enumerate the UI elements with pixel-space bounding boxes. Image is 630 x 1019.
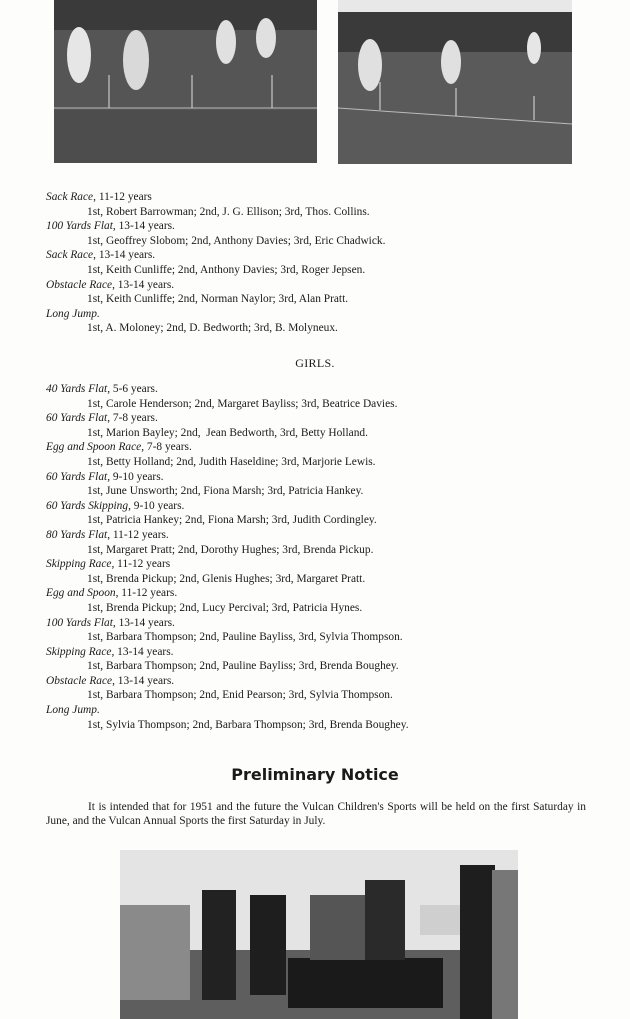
event-title	[46, 616, 606, 631]
event-age-group: , 7-8 years.	[107, 412, 158, 425]
event-age-group: , 11-12 years.	[115, 587, 178, 600]
event-age-group: , 9-10 years.	[107, 470, 164, 483]
event-placings: 1st, Carole Henderson; 2nd, Margaret Bayliss; 3rd, Beatrice Davies.	[87, 397, 398, 410]
event-title	[46, 645, 606, 660]
event-title	[46, 219, 606, 234]
event-placings: 1st, Margaret Pratt; 2nd, Dorothy Hughes; 3rd, Brenda Pickup.	[87, 543, 374, 556]
event-title	[46, 248, 606, 263]
event-name: 60 Yards Flat	[46, 470, 108, 483]
event-name: Sack Race	[46, 191, 94, 203]
event-title	[46, 557, 606, 572]
event-name: Obstacle Race	[46, 674, 113, 687]
event-placings: 1st, June Unsworth; 2nd, Fiona Marsh; 3rd, Patricia Hankey.	[87, 485, 364, 498]
event-placings: 1st, Barbara Thompson; 2nd, Pauline Bayliss, 3rd, Sylvia Thompson.	[87, 631, 403, 644]
event-title	[46, 586, 606, 601]
event-title	[46, 411, 606, 426]
boys-race-finish-photo	[54, 0, 317, 163]
event-age-group: , 5-6 years.	[107, 383, 158, 395]
event-name: 100 Yards Flat	[46, 616, 113, 629]
event-name: 80 Yards Flat	[46, 528, 108, 541]
event-title	[46, 499, 606, 514]
event-title	[46, 528, 606, 543]
prize-giving-photo	[120, 850, 518, 1019]
event-title	[46, 440, 606, 455]
event-title	[46, 382, 606, 397]
event-name: 100 Yards Flat	[46, 220, 113, 233]
girls-section-heading: GIRLS.	[295, 356, 335, 370]
event-age-group: , 11-12 years	[111, 558, 171, 571]
event-placings: 1st, Betty Holland; 2nd, Judith Haseldine; 3rd, Marjorie Lewis.	[87, 455, 376, 468]
event-placings: 1st, Sylvia Thompson; 2nd, Barbara Thompson; 3rd, Brenda Boughey.	[87, 718, 409, 731]
event-age-group: , 13-14 years.	[112, 220, 175, 233]
event-name: Skipping Race	[46, 558, 112, 571]
event-placings: 1st, Patricia Hankey; 2nd, Fiona Marsh; 3rd, Judith Cordingley.	[87, 514, 377, 527]
event-name: Long Jump.	[46, 307, 100, 320]
event-placings: 1st, Geoffrey Slobom; 2nd, Anthony Davies; 3rd, Eric Chadwick.	[87, 234, 386, 247]
girls-race-finish-photo	[338, 0, 572, 164]
event-title	[46, 674, 606, 689]
event-placings: 1st, Brenda Pickup; 2nd, Glenis Hughes; 3rd, Margaret Pratt.	[87, 572, 366, 585]
event-name: Long Jump.	[46, 704, 100, 717]
event-title	[46, 470, 606, 485]
event-name: 60 Yards Skipping	[46, 499, 129, 512]
event-title	[46, 703, 606, 718]
event-age-group: , 11-12 years	[93, 191, 152, 203]
event-placings: 1st, Keith Cunliffe; 2nd, Norman Naylor; 3rd, Alan Pratt.	[87, 293, 349, 306]
event-placings: 1st, Brenda Pickup; 2nd, Lucy Percival; 3rd, Patricia Hynes.	[87, 601, 363, 614]
event-name: Egg and Spoon	[46, 587, 116, 600]
event-age-group: , 7-8 years.	[141, 441, 192, 454]
event-name: Skipping Race	[46, 645, 112, 658]
event-age-group: , 13-14 years.	[111, 645, 174, 658]
girls-results-list	[46, 382, 606, 732]
event-name: 40 Yards Flat	[46, 383, 108, 395]
event-title	[46, 278, 606, 293]
event-placings: 1st, Keith Cunliffe; 2nd, Anthony Davies; 3rd, Roger Jepsen.	[87, 263, 366, 276]
event-title	[46, 190, 606, 205]
event-placings: 1st, Robert Barrowman; 2nd, J. G. Ellison; 3rd, Thos. Collins.	[87, 205, 370, 218]
event-name: Sack Race	[46, 249, 94, 262]
event-age-group: , 11-12 years.	[107, 528, 169, 541]
notice-title: Preliminary Notice	[231, 765, 399, 784]
event-title	[46, 307, 606, 322]
event-age-group: , 13-14 years.	[112, 674, 175, 687]
event-age-group: , 13-14 years.	[93, 249, 156, 262]
boys-results-list	[46, 190, 606, 336]
event-age-group: , 9-10 years.	[128, 499, 185, 512]
event-placings: 1st, Marion Bayley; 2nd, Jean Bedworth, 3rd, Betty Holland.	[87, 426, 368, 439]
event-name: Egg and Spoon Race	[46, 441, 142, 454]
event-age-group: , 13-14 years.	[112, 278, 175, 291]
event-placings: 1st, Barbara Thompson; 2nd, Enid Pearson; 3rd, Sylvia Thompson.	[87, 689, 393, 702]
event-name: Obstacle Race	[46, 278, 113, 291]
event-age-group: , 13-14 years.	[112, 616, 175, 629]
event-placings: 1st, Barbara Thompson; 2nd, Pauline Bayliss; 3rd, Brenda Boughey.	[87, 660, 399, 673]
event-placings: 1st, A. Moloney; 2nd, D. Bedworth; 3rd, B. Molyneux.	[87, 322, 338, 335]
event-name: 60 Yards Flat	[46, 412, 108, 425]
notice-text: It is intended that for 1951 and the future the Vulcan Children's Sports will be held on the first Saturday in June, and the Vulcan Annual Sports the first Saturday in July.	[46, 801, 586, 828]
